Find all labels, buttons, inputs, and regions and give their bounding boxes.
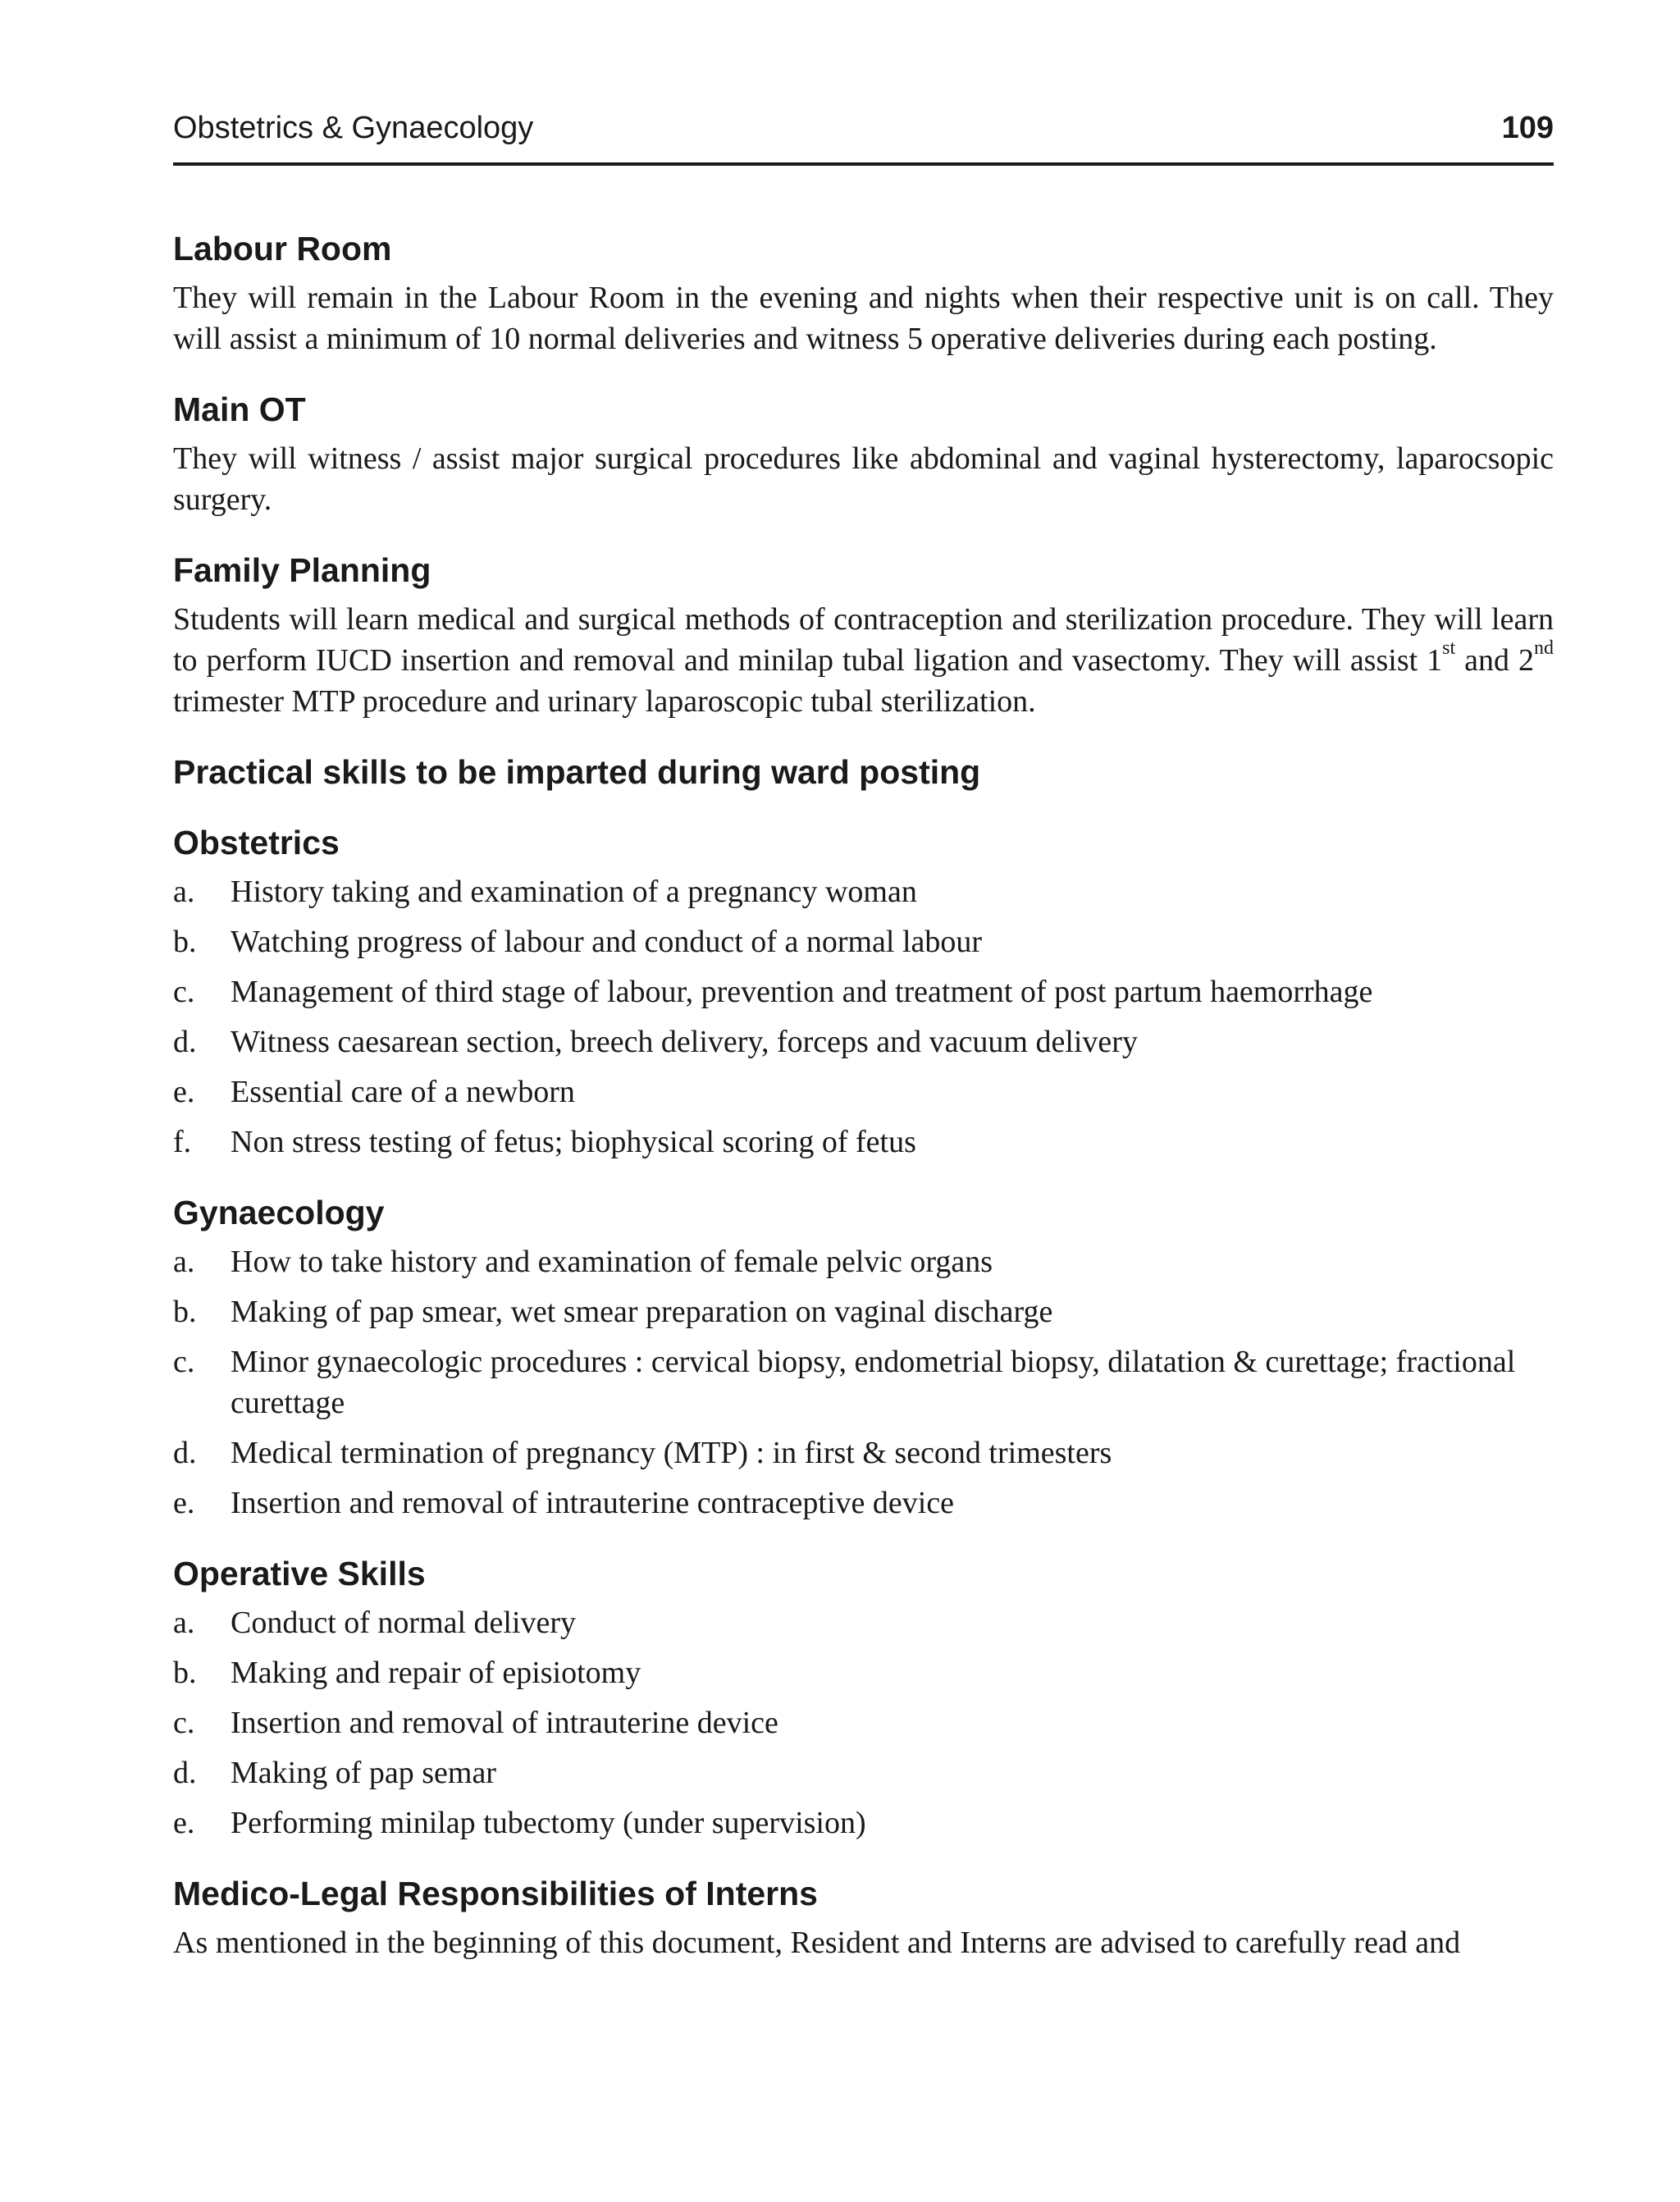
section-heading: Obstetrics (173, 824, 340, 861)
list-item-text: Essential care of a newborn (231, 1075, 575, 1109)
running-header (173, 107, 1554, 166)
list-marker: d. (173, 1436, 197, 1470)
list-item-text: Witness caesarean section, breech delivery, forceps and vacuum delivery (231, 1025, 1138, 1059)
list-item (173, 1122, 1554, 1163)
paragraph-text: Students will learn medical and surgical methods of contraception and sterilization procedure. They will learn to perform IUCD insertion and removal and minilap tubal ligation and vasectomy. They will assist 1 (173, 602, 1554, 678)
list-item (173, 1602, 1554, 1643)
section-heading: Labour Room (173, 230, 392, 267)
paragraph-text: and 2 (1455, 643, 1534, 678)
list-item (173, 1071, 1554, 1112)
list-item-text: History taking and examination of a pregnancy woman (231, 875, 917, 909)
list-marker: c. (173, 975, 195, 1009)
page-number: 109 (1501, 111, 1554, 145)
list-item-text: Insertion and removal of intrauterine device (231, 1706, 778, 1740)
list-item (173, 1291, 1554, 1332)
list-item-text: Minor gynaecologic procedures : cervical biopsy, endometrial biopsy, dilatation & curettage; fractional curettage (231, 1345, 1516, 1420)
list-item (173, 1752, 1554, 1793)
section-heading: Family Planning (173, 551, 431, 589)
list-item-text: Medical termination of pregnancy (MTP) : in first & second trimesters (231, 1436, 1112, 1470)
section-paragraph: As mentioned in the beginning of this document, Resident and Interns are advised to carefully read and (173, 1926, 1461, 1960)
list-marker: b. (173, 1656, 197, 1690)
section-family-planning (173, 550, 1554, 722)
section-operative-skills (173, 1553, 1554, 1843)
ordinal-suffix: nd (1534, 637, 1554, 660)
list-marker: e. (173, 1486, 195, 1520)
list-item (173, 921, 1554, 962)
list-marker: e. (173, 1075, 195, 1109)
section-obstetrics (173, 822, 1554, 1163)
section-heading: Operative Skills (173, 1555, 426, 1592)
section-paragraph: They will witness / assist major surgical procedures like abdominal and vaginal hysterectomy, laparocsopic surgery. (173, 441, 1554, 517)
section-labour-room (173, 228, 1554, 359)
skills-list (173, 1602, 1554, 1843)
section-practical-skills (173, 752, 1554, 793)
list-marker: b. (173, 925, 197, 959)
section-main-ot (173, 389, 1554, 520)
list-item (173, 1652, 1554, 1693)
list-item-text: Non stress testing of fetus; biophysical scoring of fetus (231, 1125, 916, 1159)
section-heading: Gynaecology (173, 1194, 385, 1231)
section-gynaecology (173, 1192, 1554, 1524)
skills-list (173, 1241, 1554, 1524)
list-marker: a. (173, 1606, 195, 1640)
section-paragraph: They will remain in the Labour Room in the evening and nights when their respective unit is on call. They will assist a minimum of 10 normal deliveries and witness 5 operative deliveries during each posting. (173, 281, 1554, 356)
list-marker: a. (173, 875, 195, 909)
list-item (173, 1802, 1554, 1843)
list-marker: d. (173, 1025, 197, 1059)
list-item (173, 1432, 1554, 1473)
skills-list (173, 871, 1554, 1163)
list-item (173, 1702, 1554, 1743)
list-marker: d. (173, 1756, 197, 1790)
section-heading: Main OT (173, 391, 306, 428)
list-item-text: Insertion and removal of intrauterine contraceptive device (231, 1486, 955, 1520)
list-item (173, 1021, 1554, 1062)
list-item (173, 871, 1554, 912)
list-marker: f. (173, 1125, 192, 1159)
list-item-text: Making and repair of episiotomy (231, 1656, 641, 1690)
list-item (173, 1482, 1554, 1524)
list-marker: b. (173, 1295, 197, 1329)
list-item-text: Making of pap smear, wet smear preparation on vaginal discharge (231, 1295, 1053, 1329)
list-marker: c. (173, 1345, 195, 1379)
page-content (173, 222, 1554, 1963)
list-marker: e. (173, 1806, 195, 1840)
list-item-text: Conduct of normal delivery (231, 1606, 577, 1640)
section-medico-legal (173, 1873, 1554, 1963)
running-title: Obstetrics & Gynaecology (173, 111, 534, 145)
list-item (173, 971, 1554, 1012)
section-heading: Medico-Legal Responsibilities of Interns (173, 1875, 818, 1912)
list-item (173, 1241, 1554, 1282)
list-marker: c. (173, 1706, 195, 1740)
section-heading: Practical skills to be imparted during ward posting (173, 753, 981, 791)
section-paragraph (173, 599, 1554, 722)
list-item-text: Management of third stage of labour, prevention and treatment of post partum haemorrhage (231, 975, 1373, 1009)
list-item-text: Making of pap semar (231, 1756, 496, 1790)
ordinal-suffix: st (1442, 637, 1456, 660)
list-item-text: Watching progress of labour and conduct of a normal labour (231, 925, 983, 959)
list-item-text: Performing minilap tubectomy (under supervision) (231, 1806, 866, 1840)
list-item-text: How to take history and examination of female pelvic organs (231, 1245, 993, 1279)
list-marker: a. (173, 1245, 195, 1279)
list-item (173, 1341, 1554, 1423)
paragraph-text: trimester MTP procedure and urinary laparoscopic tubal sterilization. (173, 684, 1036, 719)
